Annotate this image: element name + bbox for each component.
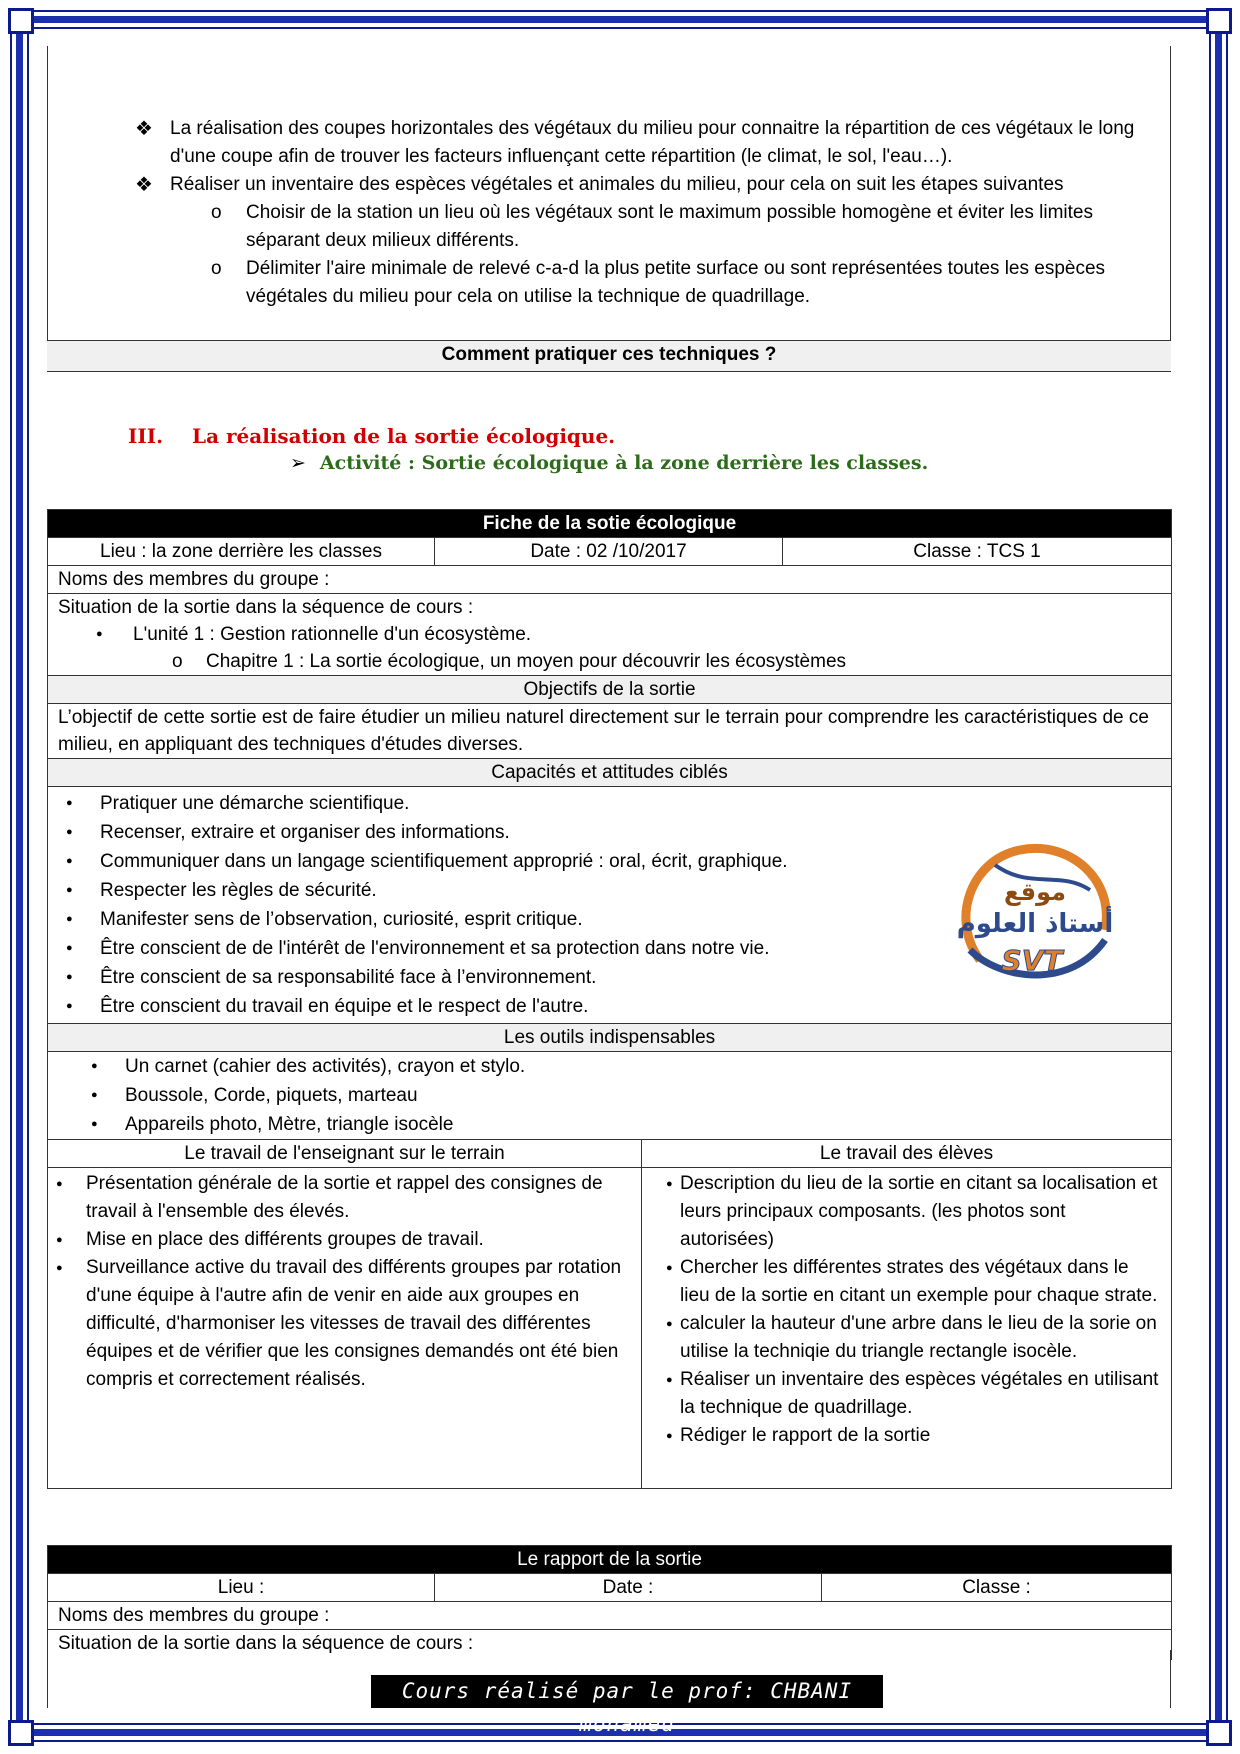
list-item: o Délimiter l'aire minimale de relevé c-a-d la plus petite surface ou sont représentées toutes les espèces végétales du milieu pour cela on utilise la technique de quadrillage. (47, 255, 1170, 311)
list-item: ● Un carnet (cahier des activités), crayon et stylo. (58, 1052, 1161, 1081)
circle-bullet-icon: o (211, 258, 222, 279)
arrow-bullet-icon: ➢ (290, 452, 306, 474)
logo-line3: SVT (1001, 944, 1063, 977)
bullet-icon: ● (91, 1089, 98, 1101)
fiche-lieu: Lieu : la zone derrière les classes (48, 538, 435, 566)
list-item: ● Description du lieu de la sortie en citant sa localisation et leurs principaux composants. (les photos sont autorisées) (652, 1170, 1161, 1254)
bullet-icon: ● (91, 1118, 98, 1130)
bullet-icon: ● (66, 826, 73, 838)
diamond-bullet-icon: ❖ (135, 174, 153, 196)
bullet-icon: ● (666, 1178, 673, 1190)
list-item: ● L'unité 1 : Gestion rationnelle d'un écosystème. (58, 621, 1161, 648)
frame-corner (1206, 8, 1232, 34)
fiche-date: Date : 02 /10/2017 (435, 538, 783, 566)
list-item: ● Mise en place des différents groupes de travail. (58, 1226, 631, 1254)
bullet-icon: ● (666, 1262, 673, 1274)
list-item: ● calculer la hauteur d'une arbre dans le lieu de la sorie on utilise la techniqie du triangle rectangle isocèle. (652, 1310, 1161, 1366)
fiche-classe: Classe : TCS 1 (783, 538, 1172, 566)
bullet-icon: ● (91, 1060, 98, 1072)
rapport-left-border (47, 1650, 48, 1708)
list-item: ❖ Réaliser un inventaire des espèces végétales et animales du milieu, pour cela on suit les étapes suivantes (47, 171, 1170, 199)
bullet-icon: ● (666, 1430, 673, 1442)
list-item: ❖ La réalisation des coupes horizontales des végétaux du milieu pour connaitre la répartition de ces végétaux le long d'une coupe afin de trouver les facteurs influençant cette répartition (le climat, le sol, l'eau…). (47, 115, 1170, 171)
list-item: ● Rédiger le rapport de la sortie (652, 1422, 1161, 1450)
outils-list (48, 1052, 1172, 1140)
fiche-membres: Noms des membres du groupe : (48, 566, 1172, 594)
rapport-situation: Situation de la sortie dans la séquence de cours : (48, 1630, 1172, 1661)
list-item: ● Réaliser un inventaire des espèces végétales en utilisant la technique de quadrillage. (652, 1366, 1161, 1422)
bullet-icon: ● (66, 942, 73, 954)
bullet-icon: ● (66, 1000, 73, 1012)
question-bar: Comment pratiquer ces techniques ? (47, 340, 1171, 372)
list-item: ● Être conscient de sa responsabilité face à l’environnement. (58, 963, 1161, 992)
list-item: ● Boussole, Corde, piquets, marteau (58, 1081, 1161, 1110)
outils-title: Les outils indispensables (48, 1024, 1172, 1052)
frame-corner (8, 8, 34, 34)
intro-list (47, 115, 1170, 311)
list-item: ● Présentation générale de la sortie et rappel des consignes de travail à l'ensemble des élevés. (58, 1170, 631, 1226)
list-item: ● Chercher les différentes strates des végétaux dans le lieu de la sortie en citant un exemple pour chaque strate. (652, 1254, 1161, 1310)
capacites-title: Capacités et attitudes ciblés (48, 759, 1172, 787)
list-item: ● Surveillance active du travail des différents groupes par rotation d'une équipe à l'autre afin de venir en aide aux groupes en difficulté, d'harmoniser les vitesses de travail des différentes équipes et de vérifier que les consignes demandés ont été bien compris et correctement réalisés. (58, 1254, 631, 1394)
list-item: ● Communiquer dans un langage scientifiquement approprié : oral, écrit, graphique. (58, 847, 1161, 876)
logo-line2: أستاذ العلوم (956, 909, 1114, 939)
box-right-border (1170, 46, 1171, 340)
list-item: ● Manifester sens de l’observation, curiosité, esprit critique. (58, 905, 1161, 934)
frame-corner (8, 1720, 34, 1746)
list-item: ● Respecter les règles de sécurité. (58, 876, 1161, 905)
circle-bullet-icon: o (211, 202, 222, 223)
bullet-icon: ● (96, 628, 103, 640)
list-item: ● Recenser, extraire et organiser des informations. (58, 818, 1161, 847)
rapport-right-border (1170, 1650, 1171, 1708)
list-item: ● Être conscient du travail en équipe et le respect de l'autre. (58, 992, 1161, 1021)
section-heading: III. La réalisation de la sortie écologique. (128, 424, 616, 448)
svt-logo (940, 830, 1120, 1010)
enseignant-title: Le travail de l'enseignant sur le terrain (48, 1140, 642, 1168)
rapport-table (47, 1545, 1171, 1660)
enseignant-list (48, 1168, 642, 1489)
list-item: ● Appareils photo, Mètre, triangle isocèle (58, 1110, 1161, 1139)
bullet-icon: ● (666, 1318, 673, 1330)
diamond-bullet-icon: ❖ (135, 118, 153, 140)
fiche-situation: Situation de la sortie dans la séquence de cours : ● L'unité 1 : Gestion rationnelle d'un écosystème. o Chapitre 1 : La sortie écologique, un moyen pour découvrir les écosystèmes (48, 594, 1172, 676)
list-item: ● Pratiquer une démarche scientifique. (58, 789, 1161, 818)
eleves-list (642, 1168, 1172, 1489)
objectifs-title: Objectifs de la sortie (48, 676, 1172, 704)
objectifs-text: L’objectif de cette sortie est de faire étudier un milieu naturel directement sur le terrain pour comprendre les caractéristiques de ce milieu, en appliquant des techniques d'études diverses. (48, 704, 1172, 759)
rapport-title: Le rapport de la sortie (48, 1546, 1172, 1574)
rapport-date: Date : (435, 1574, 822, 1602)
bullet-icon: ● (56, 1178, 63, 1190)
eleves-title: Le travail des élèves (642, 1140, 1172, 1168)
bullet-icon: ● (56, 1262, 63, 1274)
rapport-classe: Classe : (822, 1574, 1172, 1602)
activity-title: ➢ Activité : Sortie écologique à la zone derrière les classes. (290, 452, 929, 474)
bullet-icon: ● (66, 913, 73, 925)
bullet-icon: ● (66, 971, 73, 983)
rapport-lieu: Lieu : (48, 1574, 435, 1602)
bullet-icon: ● (66, 855, 73, 867)
list-item: o Chapitre 1 : La sortie écologique, un moyen pour découvrir les écosystèmes (58, 648, 1161, 675)
rapport-membres: Noms des membres du groupe : (48, 1602, 1172, 1630)
fiche-title: Fiche de la sotie écologique (48, 510, 1172, 538)
logo-line1: موقع (1003, 878, 1067, 906)
bullet-icon: ● (666, 1374, 673, 1386)
bullet-icon: ● (66, 884, 73, 896)
bullet-icon: ● (66, 797, 73, 809)
list-item: o Choisir de la station un lieu où les végétaux sont le maximum possible homogène et éviter les limites séparant deux milieux différents. (47, 199, 1170, 255)
bullet-icon: ● (56, 1234, 63, 1246)
footer-credit: Cours réalisé par le prof: CHBANI mohamed (371, 1675, 883, 1708)
frame-corner (1206, 1720, 1232, 1746)
list-item: ● Être conscient de de l'intérêt de l'environnement et sa protection dans notre vie. (58, 934, 1161, 963)
circle-bullet-icon: o (172, 651, 183, 672)
